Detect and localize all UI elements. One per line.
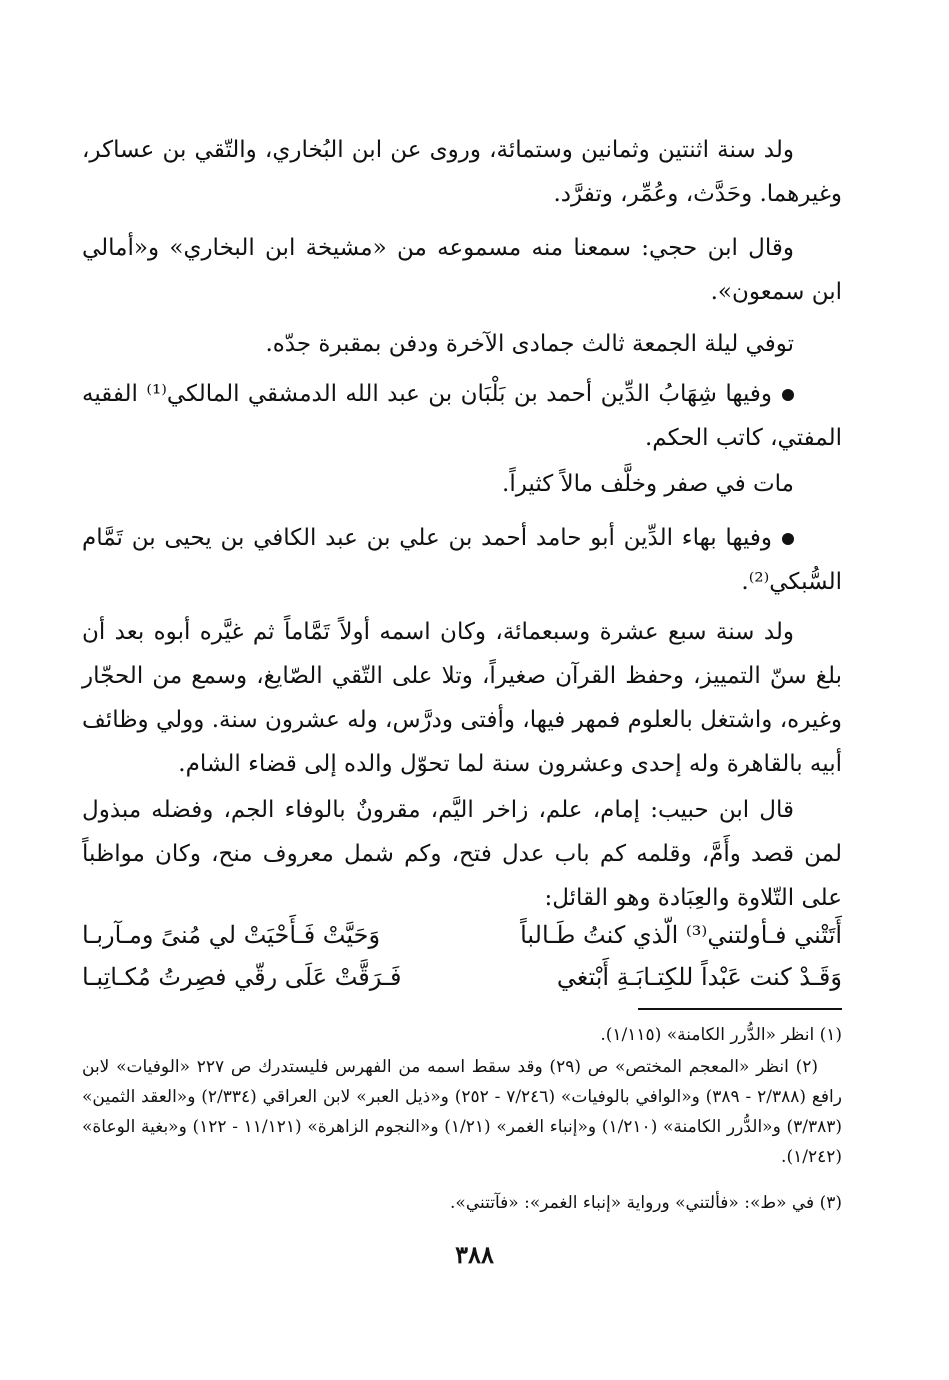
paragraph-baha-al-din [82, 516, 842, 604]
page-number: ٣٨٨ [455, 1240, 494, 1269]
paragraph-shihab-text: وفيها شِهَابُ الدِّين أحمد بن بَلْبَان بن عبد الله الدمشقي المالكي⁽¹⁾ الفقيه المفتي، كاتب الحكم. [82, 381, 842, 451]
verse-2-first-hemistich: وَقَـدْ كنت عَبْداً للكِتـابَـةِ أَبْتغي [556, 963, 842, 991]
paragraph-died-safar: مات في صفر وخلَّف مالاً كثيراً. [502, 471, 794, 497]
footnote-2: (٢) انظر «المعجم المختص» ص (٢٩) وقد سقط اسمه من الفهرس فليستدرك ص ٢٢٧ «الوفيات» لابن رافع (٢/٣٨٨ - ٣٨٩) و«الوافي بالوفيات» (٧/٢٤٦ - ٢٥٢) و«ذيل العبر» لابن العراقي (٢/٣٣٤) و«العقد الثمين» (٣/٣٨٣) و«الدُّرر الكامنة» (١/٢١٠) و«إنباء الغمر» (١/٢١) و«النجوم الزاهرة» (١١/١٢١ - ١٢٢) و«بغية الوعاة» (١/٢٤٢). [82, 1057, 842, 1167]
paragraph-ibn-habib: قال ابن حبيب: إمام، علم، زاخر اليَّم، مقرونٌ بالوفاء الجم، وفضله مبذول لمن قصد وأَمَّ، وقلمه كم باب عدل فتح، وكم شمل معروف منح، وكان مواظباً على التّلاوة والعِبَادة وهو القائل: [82, 797, 842, 911]
verse-line-2 [82, 956, 842, 998]
bullet-icon [782, 533, 794, 545]
footnote-3: (٣) في «ط»: «فألتني» ورواية «إنباء الغمر»: «فآتتني». [450, 1193, 842, 1213]
verse-1-first-hemistich: أَتَتْني فـأولتني⁽³⁾ الّذي كنتُ طَـالباً [520, 921, 842, 949]
verse-1-second-hemistich: وَحَيَّتْ فَـأَحْيَتْ لي مُنىً ومـآربـا [82, 921, 381, 949]
paragraph-death: توفي ليلة الجمعة ثالث جمادى الآخرة ودفن بمقبرة جدّه. [265, 331, 794, 357]
paragraph-birth: ولد سنة اثنتين وثمانين وستمائة، وروى عن ابن البُخاري، والتّقي بن عساكر، وغيرهما. وحَدَّث، وعُمِّر، وتفرَّد. [82, 137, 842, 207]
verse-line-1 [82, 914, 842, 956]
bullet-icon [782, 389, 794, 401]
paragraph-ibn-hijji: وقال ابن حجي: سمعنا منه مسموعه من «مشيخة ابن البخاري» و«أمالي ابن سمعون». [82, 235, 842, 305]
footnote-separator [638, 1008, 842, 1010]
verse-2-second-hemistich: فَـرَقَّتْ عَلَى رقّي فصِرتُ مُكـاتِبـا [82, 963, 402, 991]
paragraph-shihab-al-din [82, 372, 842, 460]
paragraph-baha-text: وفيها بهاء الدِّين أبو حامد أحمد بن علي بن عبد الكافي بن يحيى بن تَمَّام السُّبكي⁽²⁾. [82, 525, 842, 595]
paragraph-biography: ولد سنة سبع عشرة وسبعمائة، وكان اسمه أولاً تَمَّاماً ثم غيَّره أبوه بعد أن بلغ سنّ التمييز، وحفظ القرآن صغيراً، وتلا على التّقي الصّايغ، وسمع من الحجّار وغيره، واشتغل بالعلوم فمهر فيها، وأفتى ودرَّس، وله عشرون سنة. وولي وظائف أبيه بالقاهرة وله إحدى وعشرون سنة لما تحوّل والده إلى قضاء الشام. [82, 619, 842, 777]
footnote-1: (١) انظر «الدُّرر الكامنة» (١/١١٥). [600, 1025, 842, 1045]
